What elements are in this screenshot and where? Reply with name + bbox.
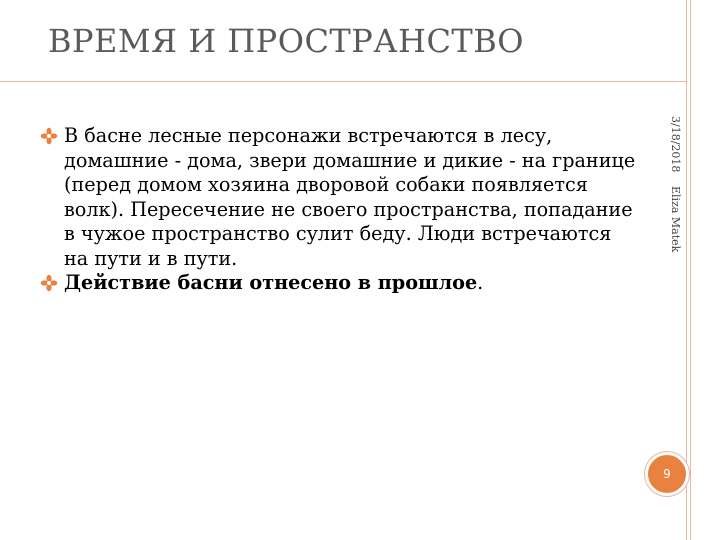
slide-author: Eliza Matek [669,186,682,253]
flower-bullet-icon [40,127,58,145]
bullet-text: В басне лесные персонажи встречаются в лесу, домашние - дома, звери домашние и дикие - на границе (перед домом хозяина дворовой собаки появляется волк). Пересечение не своего пространства, попадание в чужое пространство сулит беду. Люди встречаются на пути и в пути. [64,124,636,270]
bullet-bold-text: Действие басни отнесено в прошлое [64,271,478,294]
bullet-item-1 [40,124,640,271]
page-number: 9 [663,467,671,481]
slide-content [40,124,640,296]
bullet-suffix: . [477,271,484,294]
slide-date: 3/18/2018 [669,116,682,173]
page-number-badge [645,452,689,496]
flower-bullet-icon [40,274,58,292]
right-rule-line-outer [690,0,691,540]
title-rule-line [0,81,686,82]
slide-title: ВРЕМЯ И ПРОСТРАНСТВО [48,22,525,60]
bullet-item-2 [40,271,640,296]
right-rule-line [686,0,687,540]
